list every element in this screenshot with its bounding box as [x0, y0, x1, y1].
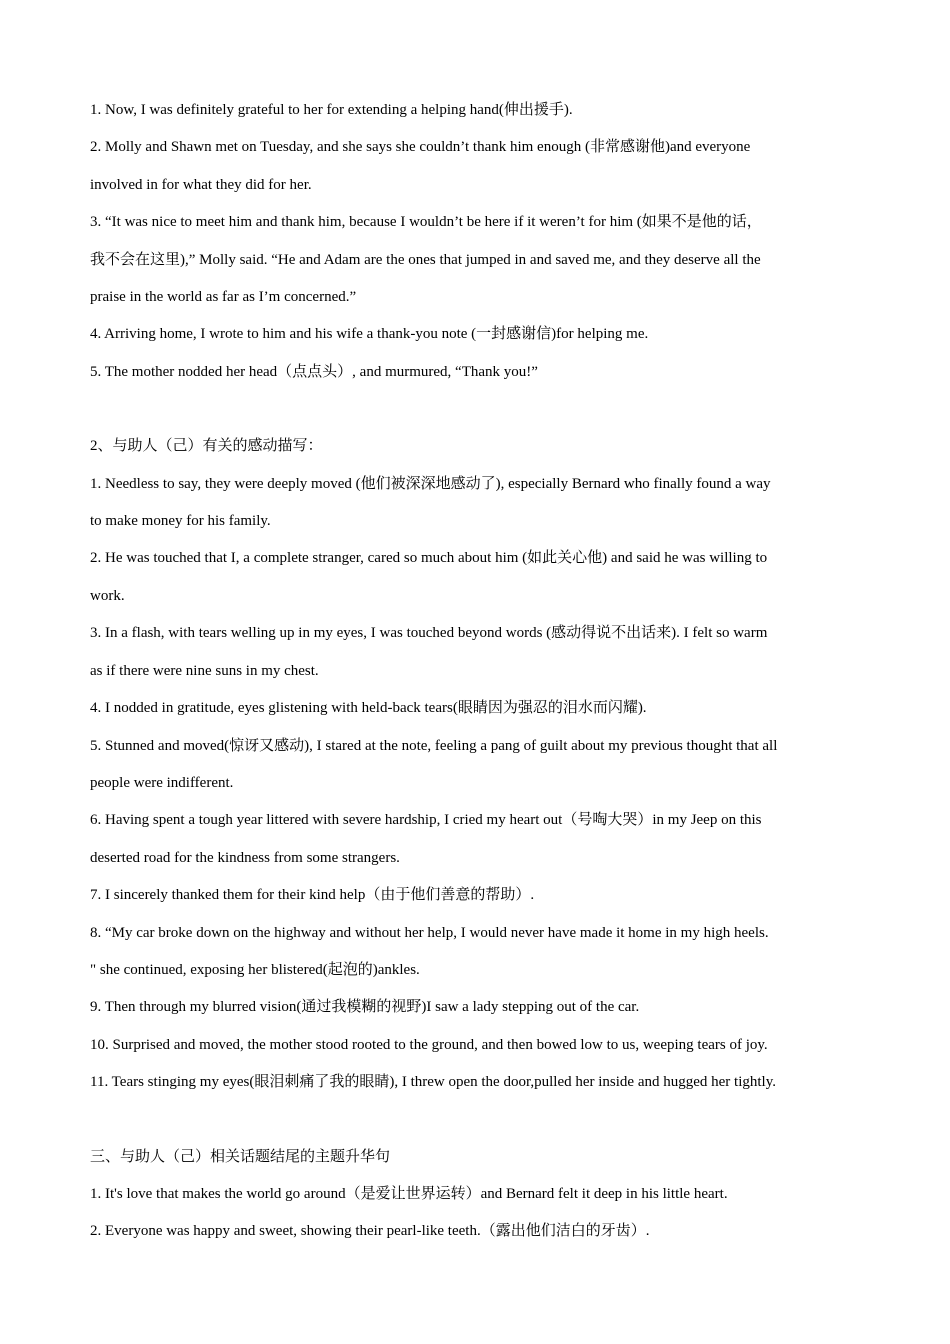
- text-line: 2. Everyone was happy and sweet, showing their pearl-like teeth.（露出他们洁白的牙齿）.: [90, 1223, 650, 1240]
- text-line: 4. Arriving home, I wrote to him and his wife a thank-you note (一封感谢信)for helping me.: [90, 326, 649, 343]
- text-line: 11. Tears stinging my eyes(眼泪刺痛了我的眼睛), I threw open the door,pulled her inside and hugged her tightly.: [90, 1074, 777, 1091]
- text-line: 8. “My car broke down on the highway and without her help, I would never have made it home in my high heels.: [90, 924, 769, 941]
- text-line: " she continued, exposing her blistered(起泡的)ankles.: [90, 961, 420, 978]
- text-line: work.: [90, 587, 125, 604]
- text-line: 2. Molly and Shawn met on Tuesday, and she says she couldn’t thank him enough (非常感谢他)and everyone: [90, 139, 751, 156]
- text-line: involved in for what they did for her.: [90, 176, 312, 193]
- text-line: 4. I nodded in gratitude, eyes glistening with held-back tears(眼睛因为强忍的泪水而闪耀).: [90, 700, 647, 717]
- section-thanks: [90, 92, 880, 391]
- document-page: [90, 92, 880, 1251]
- text-line: 2. He was touched that I, a complete stranger, cared so much about him (如此关心他) and said he was willing to: [90, 550, 768, 567]
- text-line: people were indifferent.: [90, 774, 234, 791]
- text-line: 我不会在这里),” Molly said. “He and Adam are the ones that jumped in and saved me, and they deserve all the: [90, 251, 761, 268]
- text-line: deserted road for the kindness from some strangers.: [90, 849, 400, 866]
- text-line: praise in the world as far as I’m concerned.”: [90, 289, 357, 306]
- text-line: 1. Needless to say, they were deeply moved (他们被深深地感动了), especially Bernard who finally found a way: [90, 475, 771, 492]
- section-spacer: [90, 391, 880, 428]
- text-line: 10. Surprised and moved, the mother stood rooted to the ground, and then bowed low to us, weeping tears of joy.: [90, 1036, 768, 1053]
- text-line: 3. “It was nice to meet him and thank him, because I wouldn’t be here if it weren’t for him (如果不是他的话，: [90, 214, 762, 231]
- text-line: 1. It's love that makes the world go around（是爱让世界运转）and Bernard felt it deep in his little heart.: [90, 1185, 728, 1202]
- section-moved-descriptions: [90, 428, 880, 1101]
- text-line: 5. Stunned and moved(惊讶又感动), I stared at the note, feeling a pang of guilt about my previous thought that all: [90, 737, 778, 754]
- text-line: 7. I sincerely thanked them for their kind help（由于他们善意的帮助）.: [90, 887, 535, 904]
- section-spacer: [90, 1102, 880, 1139]
- text-line: as if there were nine suns in my chest.: [90, 662, 319, 679]
- section-theme-sublimation: [90, 1139, 880, 1251]
- text-line: to make money for his family.: [90, 513, 271, 530]
- text-line: 5. The mother nodded her head（点点头）, and murmured, “Thank you!”: [90, 363, 538, 380]
- section-heading: 三、与助人（己）相关话题结尾的主题升华句: [90, 1148, 391, 1165]
- section-heading: 2、与助人（己）有关的感动描写：: [90, 438, 323, 455]
- text-line: 9. Then through my blurred vision(通过我模糊的视野)I saw a lady stepping out of the car.: [90, 999, 640, 1016]
- text-line: 1. Now, I was definitely grateful to her for extending a helping hand(伸出援手).: [90, 102, 573, 118]
- text-line: 3. In a flash, with tears welling up in my eyes, I was touched beyond words (感动得说不出话来). I felt so warm: [90, 625, 768, 642]
- text-line: 6. Having spent a tough year littered with severe hardship, I cried my heart out（号啕大哭）in my Jeep on this: [90, 812, 762, 829]
